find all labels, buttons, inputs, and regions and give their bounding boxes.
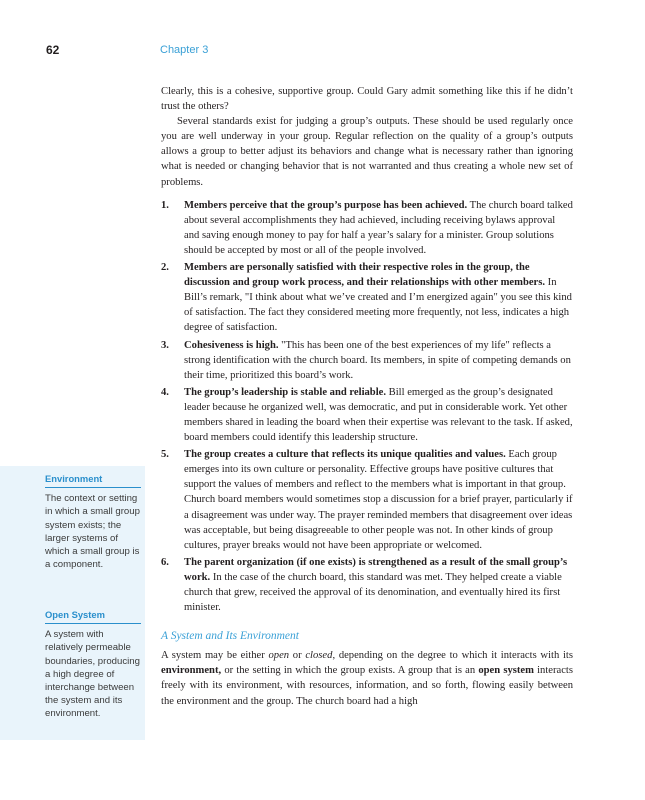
item-number: 3. (161, 339, 169, 351)
item-lead: Members are personally satisfied with their respective roles in the group, the discussion and group work process, and their relationships with other members. (184, 262, 546, 289)
item-number: 1. (161, 199, 169, 211)
list-item (161, 447, 573, 553)
chapter-label: Chapter 3 (160, 44, 209, 56)
glossary-definition: A system with relatively permeable boundaries, producing a high degree of interchange between the system and its environment. (45, 629, 140, 720)
section-paragraph (161, 648, 573, 708)
intro-paragraph: Clearly, this is a cohesive, supportive group. Could Gary admit something like this if he didn’t trust the others? (161, 86, 573, 113)
text-run: A system may be either (161, 650, 269, 662)
text-run: or (289, 650, 306, 662)
glossary-entry-environment (45, 472, 141, 571)
item-number: 5. (161, 449, 169, 461)
item-lead: The group’s leadership is stable and reliable. (184, 386, 386, 398)
glossary-definition: The context or setting in which a small group system exists; the larger systems of which a small group is a component. (45, 493, 140, 571)
item-body: "This has been one of the best experiences of my life" reflects a strong identification with the church board. Its members, in spite of competing demands on their time, prioritized this board’s work. (184, 339, 571, 381)
list-item (161, 555, 573, 615)
item-body: In Bill’s remark, "I think about what we’ve created and I’m energized again" you see this kind of satisfaction. The fact they considered meeting more frequently, not less, indicates a high degree of satisfaction. (184, 277, 572, 334)
item-body: Bill emerged as the group’s designated leader because he organized well, was democratic, and put in considerable work. Yet other members shared in leading the board when their expertise was relevant to the task. If asked, board members could identify this leadership structure. (184, 386, 573, 444)
text-run: interacts freely with its environment, with resources, information, and so forth, flowing easily between the environment and the group. The church board had a high (161, 665, 573, 707)
term-closed: closed (305, 650, 333, 662)
item-body: In the case of the church board, this standard was met. They helped create a viable church that grew, received the approval of its denomination, and eventually hired its first minister. (184, 571, 562, 614)
item-lead: The group creates a culture that reflects its unique qualities and values. (184, 449, 506, 461)
item-number: 2. (161, 262, 169, 274)
list-item (161, 260, 573, 335)
text-run: or the setting in which the group exists. A group that is an (221, 665, 479, 677)
glossary-entry-open-system (45, 608, 141, 721)
glossary-term: Environment (45, 472, 141, 488)
main-text-column (161, 84, 573, 709)
list-item (161, 338, 573, 383)
page-number: 62 (46, 43, 60, 57)
glossary-term: Open System (45, 608, 141, 624)
list-item (161, 385, 573, 445)
list-item (161, 198, 573, 258)
item-lead: The parent organization (if one exists) is strengthened as a result of the small group’s work. (184, 556, 568, 583)
item-body: Each group emerges into its own culture or personality. Effective groups have positive cultures that support the values of members and reflect to the members what is important in that group. Church board members would sometimes stop a discussion for a brief prayer, particularly if a disagreement was under way. The prayer reminded members that disagreement over ideas was acceptable, but being disagreeable to other people was not. In other kinds of group cultures, prayer breaks would not have been appropriate or welcomed. (184, 449, 573, 551)
item-number: 4. (161, 386, 169, 398)
item-lead: Members perceive that the group’s purpose has been achieved. (184, 199, 468, 211)
text-run: , depending on the degree to which it interacts with its (332, 650, 573, 662)
term-open: open (268, 650, 290, 662)
section-heading: A System and Its Environment (161, 630, 299, 643)
item-body: The church board talked about several accomplishments they had achieved, including receiving bylaws approval and saving enough money to pay for half a year’s salary for a minister. Group solutions should be accepted by most or all of the people involved. (184, 199, 573, 256)
item-number: 6. (161, 556, 169, 568)
intro-paragraph: Several standards exist for judging a group’s outputs. These should be used regularly once you are well underway in your group. Regular reflection on the quality of a group’s outputs allows a group to better adjust its behaviors and change what is necessary rather than ignoring what is needed or changing behavior that is not warranted and thus creating a whole new set of problems. (161, 116, 573, 188)
term-environment: environment, (161, 665, 222, 677)
item-lead: Cohesiveness is high. (184, 339, 279, 351)
term-open-system: open system (478, 665, 534, 677)
standards-list (161, 198, 573, 616)
